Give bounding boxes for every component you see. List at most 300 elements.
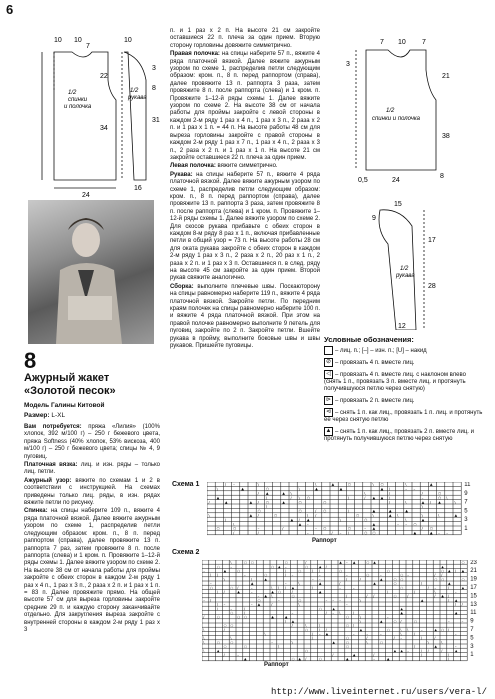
svg-text:▲: ▲ [271,615,274,620]
svg-text:○: ○ [305,564,309,569]
svg-text:\: \ [306,513,309,518]
svg-text:○: ○ [244,615,247,620]
svg-text:▲: ▲ [250,581,254,586]
r-dim-side-1: 21 [442,73,450,80]
svg-text:○: ○ [291,594,295,599]
svg-text:\: \ [448,652,450,657]
svg-text:○: ○ [216,615,220,620]
svg-text:–: – [413,487,416,492]
svg-text:○: ○ [230,640,234,645]
svg-text:▲: ▲ [400,606,404,611]
svg-text:▲: ▲ [271,589,274,594]
svg-text:○: ○ [230,610,234,615]
svg-text:–: – [318,631,321,636]
svg-text:\: \ [203,648,205,653]
svg-text:\: \ [427,640,429,645]
svg-text:21: 21 [470,568,477,575]
svg-text:\: \ [388,487,391,492]
svg-text:7: 7 [464,499,468,506]
svg-text:▲: ▲ [388,513,392,518]
svg-text:○: ○ [441,577,445,582]
svg-text:▲: ▲ [339,560,342,565]
dim-bottom: 24 [82,192,90,199]
svg-text:\: \ [347,509,350,514]
svg-text:\: \ [359,598,361,603]
svg-text:/: / [366,594,368,599]
svg-text:–: – [454,631,457,636]
r-dim-bottom-3: 8 [440,173,444,180]
r-dim-bottom-2: 24 [392,177,400,184]
svg-text:\: \ [216,573,218,578]
svg-text:○: ○ [393,594,397,599]
sleeve-label-2: рукава [128,95,147,101]
svg-text:▲: ▲ [405,509,408,514]
ssk-icon: ⊲ [325,409,332,416]
svg-text:/: / [352,623,354,628]
body-label-3: и полочка [64,104,92,110]
svg-text:○: ○ [429,526,433,531]
svg-text:/: / [448,598,450,603]
svg-text:▲: ▲ [434,627,438,632]
svg-text:/: / [282,526,284,531]
svg-text:–: – [438,531,440,536]
svg-text:15: 15 [470,593,477,600]
page-number: 6 [6,2,14,17]
svg-text:/: / [448,594,450,599]
svg-text:▲: ▲ [241,487,244,492]
svg-text:\: \ [305,623,307,628]
svg-text:–: – [446,531,449,536]
svg-text:/: / [318,568,320,573]
svg-text:▲: ▲ [388,509,392,514]
svg-text:\: \ [291,640,293,645]
r-dim-top-2: 10 [398,39,406,46]
body-outline [54,52,116,180]
svg-text:▲: ▲ [291,585,295,590]
r-sleeve-right-1: 17 [428,237,436,244]
svg-text:\: \ [312,585,314,590]
legend-item: ⊲ – снять 1 п. как лиц., провязать 1 п. лиц. и протянуть ее через снятую петлю [324,409,483,424]
svg-text:\: \ [312,636,314,641]
model-photo [28,200,154,344]
svg-text:○: ○ [339,568,343,573]
svg-text:▲: ▲ [284,615,288,620]
svg-text:/: / [448,585,450,590]
svg-text:/: / [346,577,348,582]
k4tog-left-icon: ◁ [324,370,333,379]
svg-text:▲: ▲ [434,644,438,649]
svg-text:\: \ [405,482,407,487]
svg-text:▲: ▲ [315,487,318,492]
svg-text:○: ○ [461,577,465,582]
svg-text:▲: ▲ [373,560,376,565]
svg-text:/: / [441,573,443,578]
svg-text:\: \ [339,517,341,522]
svg-text:▲: ▲ [448,581,451,586]
svg-text:▲: ▲ [352,560,356,565]
schema1-grid [207,482,487,538]
svg-text:/: / [407,594,409,599]
svg-text:/: / [298,517,300,522]
svg-text:/: / [244,606,246,611]
svg-text:\: \ [454,568,456,573]
svg-text:–: – [318,573,321,578]
svg-text:▲: ▲ [339,487,343,492]
svg-text:13: 13 [470,601,477,608]
svg-text:/: / [388,491,391,496]
svg-text:○: ○ [386,568,390,573]
svg-text:/: / [315,509,317,514]
svg-text:–: – [325,598,328,603]
svg-text:/: / [359,577,361,582]
svg-text:17: 17 [470,584,477,591]
svg-text:–: – [257,594,260,599]
svg-text:○: ○ [346,623,349,628]
svg-text:▲: ▲ [386,657,390,662]
svg-text:/: / [312,631,314,636]
legend-item: ⊘ – провязать 4 п. вместе лиц. [325,359,415,367]
svg-text:▲: ▲ [237,589,240,594]
svg-text:\: \ [290,491,292,496]
dim-right-1: 3 [152,65,156,72]
svg-text:/: / [318,627,320,632]
r-sleeve-right-2: 28 [428,283,436,290]
svg-text:▲: ▲ [216,495,220,500]
svg-text:19: 19 [470,576,477,583]
schema1-label: Схема 1 [172,481,200,488]
svg-text:\: \ [434,589,436,594]
svg-text:\: \ [216,589,218,594]
svg-text:–: – [380,573,382,578]
svg-text:○: ○ [305,648,309,653]
svg-text:▲: ▲ [216,648,220,653]
svg-text:○: ○ [323,526,327,531]
svg-text:○: ○ [364,517,368,522]
svg-text:▲: ▲ [420,598,424,603]
r-sleeve-label-1: 1/2 [400,266,409,272]
svg-text:\: \ [315,482,317,487]
svg-text:\: \ [298,495,300,500]
svg-text:▲: ▲ [318,581,322,586]
svg-text:▲: ▲ [264,577,268,582]
svg-text:○: ○ [257,509,261,514]
svg-text:\: \ [298,581,300,586]
svg-text:\: \ [223,577,225,582]
svg-text:/: / [434,594,436,599]
svg-text:11: 11 [464,482,471,488]
svg-text:○: ○ [298,598,302,603]
svg-text:\: \ [441,640,443,645]
svg-text:–: – [223,602,226,607]
svg-text:/: / [427,648,429,653]
svg-text:○: ○ [257,598,261,603]
svg-text:/: / [203,615,205,620]
svg-text:▲: ▲ [306,517,310,522]
svg-text:/: / [373,652,375,657]
svg-text:1: 1 [464,525,468,532]
svg-text:▲: ▲ [380,487,384,492]
svg-text:/: / [414,589,416,594]
svg-text:▲: ▲ [278,564,281,569]
svg-text:/: / [461,602,463,607]
svg-text:○: ○ [265,500,269,505]
svg-text:○: ○ [364,531,368,536]
svg-text:/: / [441,648,443,653]
svg-text:▲: ▲ [441,564,444,569]
svg-text:/: / [352,610,354,615]
svg-text:–: – [233,482,235,487]
svg-text:\: \ [407,627,409,632]
k2tog-icon: ⊳ [325,397,332,404]
k4tog-icon: ⊘ [325,359,332,366]
svg-text:–: – [230,606,233,611]
dim-side-2: 34 [100,125,108,132]
svg-text:○: ○ [323,509,327,514]
svg-text:\: \ [298,487,300,492]
svg-text:▲: ▲ [421,517,425,522]
dim-right-2: 8 [152,85,156,92]
svg-text:–: – [250,589,253,594]
svg-text:–: – [291,610,294,615]
svg-text:○: ○ [393,581,397,586]
svg-text:▲: ▲ [461,568,465,573]
svg-text:–: – [257,526,260,531]
svg-text:▲: ▲ [461,585,465,590]
schema2-label: Схема 2 [172,549,200,556]
svg-text:▲: ▲ [372,526,376,531]
svg-text:▲: ▲ [298,522,302,527]
dim-top-1: 10 [54,37,62,44]
svg-text:▲: ▲ [372,495,376,500]
svg-text:–: – [278,598,280,603]
dim-top-2: 10 [74,37,82,44]
svg-text:–: – [332,598,335,603]
svg-text:▲: ▲ [223,568,227,573]
svg-text:/: / [223,627,225,632]
svg-text:/: / [305,657,307,662]
svg-text:/: / [291,589,293,594]
r-sleeve-top-2: 9 [372,215,376,222]
svg-text:\: \ [405,517,407,522]
svg-text:\: \ [210,573,212,578]
svg-text:\: \ [366,640,368,645]
svg-text:–: – [420,627,423,632]
svg-text:\: \ [421,504,423,509]
svg-text:○: ○ [264,573,268,578]
svg-text:/: / [257,500,259,505]
dim-top-4: 10 [124,37,132,44]
svg-text:–: – [339,585,341,590]
svg-text:/: / [233,531,235,536]
svg-text:▲: ▲ [454,513,458,518]
svg-text:–: – [339,598,341,603]
svg-text:\: \ [386,589,388,594]
svg-text:/: / [325,564,327,569]
svg-text:/: / [305,560,307,565]
svg-text:▲: ▲ [429,482,433,487]
svg-text:▲: ▲ [257,602,261,607]
svg-text:–: – [284,581,287,586]
svg-text:–: – [291,573,294,578]
svg-text:▲: ▲ [380,619,383,624]
svg-text:\: \ [298,602,300,607]
svg-text:\: \ [347,495,350,500]
model-author: Модель Галины Китовой [24,402,105,409]
svg-text:\: \ [312,568,314,573]
svg-text:/: / [429,500,432,505]
svg-text:○: ○ [356,513,360,518]
svg-text:○: ○ [298,509,302,514]
text-column-1: Вам потребуется: пряжа «Лилия» (100% хлопок, 392 м/100 г) – 250 г бежевого цвета, пряжа Softness (40% хлопок, 53% вискоза, 400 м/100 г) – 250 г бежевого цвета; спицы № 4, 9 пуговиц. Платочная вязка: лиц. и изн. ряды – только лиц. петли. Ажурный узор: вяжите по схемам 1 и 2 в соответствии с инструкцией. На схемах приведены только лиц. ряды, в изн. рядах вяжите петли по рисунку. Спинка: на спицы наберите 109 п., вяжите 4 ряда платочной вязкой. Далее вяжите ажурным узором по схеме 1, распределив петли следующим образом: кром. п., 8 п. перед раппортом (справа), далее провяжите 13 п. раппорта 7 раз, затем провяжите 8 п. после раппорта (слева) и 1 кром. п. Провяжите 1–12-й ряды схемы 1. Далее вяжите узором по схеме 2. На высоте 38 см от начала работы для проймы закройте с обеих сторон в каждом 2-м ряду 1 раз х 4 п., 1 раз х 3 п., 2 раза х 2 п. и 1 раз х 1 п. = 83 п. Далее провяжите прямо. На общей высоте 57 см для выреза горловины закройте средние 29 п. и каждую сторону заканчивайте отдельно. Для закругления выреза закройте с внутренней стороны в каждом 2-м ряду 1 раз х 3 [24,424,160,633]
svg-text:▲: ▲ [400,648,404,653]
r-sleeve-top-1: 15 [394,201,402,208]
svg-text:○: ○ [318,657,322,662]
r-dim-top-3: 7 [422,39,426,46]
article-number: 8 [24,348,37,373]
svg-text:○: ○ [366,573,370,578]
svg-text:/: / [332,652,334,657]
svg-text:○: ○ [278,589,281,594]
svg-text:\: \ [233,522,235,527]
svg-text:\: \ [400,631,402,636]
svg-text:\: \ [271,585,273,590]
svg-text:○: ○ [216,640,220,645]
svg-text:○: ○ [366,560,370,565]
knit-symbol-icon [324,346,333,355]
svg-text:▲: ▲ [400,610,404,615]
svg-text:▲: ▲ [372,509,376,514]
svg-text:/: / [210,598,212,603]
svg-text:\: \ [446,495,448,500]
svg-text:▲: ▲ [264,594,268,599]
svg-text:–: – [352,631,355,636]
svg-text:–: – [405,522,408,527]
svg-text:▲: ▲ [282,500,285,505]
svg-text:\: \ [339,610,341,615]
svg-text:–: – [400,636,403,641]
svg-text:\: \ [372,513,374,518]
svg-text:–: – [380,631,382,636]
svg-text:\: \ [271,594,273,599]
svg-text:○: ○ [216,526,220,531]
svg-text:\: \ [359,615,361,620]
svg-text:\: \ [278,585,280,590]
svg-text:○: ○ [265,487,269,492]
svg-text:/: / [284,573,286,578]
svg-text:\: \ [284,568,286,573]
svg-text:○: ○ [230,623,234,628]
sk2p-icon: ▲ [325,428,332,435]
svg-text:▲: ▲ [380,495,384,500]
svg-text:○: ○ [414,619,417,624]
svg-text:/: / [421,491,423,496]
svg-text:\: \ [397,513,399,518]
svg-text:○: ○ [306,495,310,500]
svg-text:○: ○ [223,644,227,649]
svg-text:○: ○ [244,644,247,649]
svg-text:○: ○ [434,577,438,582]
svg-text:▲: ▲ [359,627,363,632]
svg-text:/: / [393,636,395,641]
svg-text:1: 1 [470,652,474,659]
svg-text:○: ○ [223,623,227,628]
svg-text:\: \ [364,491,366,496]
svg-text:/: / [414,631,416,636]
svg-text:–: – [332,610,335,615]
svg-text:–: – [346,602,348,607]
svg-text:\: \ [284,619,286,624]
schema1-rapport: Раппорт [312,538,337,544]
svg-text:–: – [434,585,437,590]
svg-text:\: \ [216,487,218,492]
svg-text:–: – [407,648,409,653]
svg-text:▲: ▲ [380,577,383,582]
body-label-2: спинки [68,97,88,103]
svg-text:\: \ [257,482,259,487]
svg-text:–: – [397,522,399,527]
sleeve-outline [124,52,146,180]
svg-text:–: – [306,531,309,536]
svg-text:/: / [244,610,246,615]
svg-text:/: / [434,573,436,578]
svg-text:–: – [352,585,355,590]
svg-text:▲: ▲ [441,594,444,599]
svg-text:○: ○ [347,482,351,487]
svg-text:\: \ [230,636,232,641]
svg-text:▲: ▲ [332,640,336,645]
svg-text:/: / [454,602,456,607]
svg-text:/: / [315,513,317,518]
svg-text:○: ○ [298,568,302,573]
r-dim-side-2: 38 [442,133,450,140]
svg-text:○: ○ [216,564,220,569]
svg-text:/: / [366,636,368,641]
svg-text:\: \ [388,495,391,500]
svg-text:\: \ [347,531,350,536]
svg-text:9: 9 [470,618,474,625]
svg-text:○: ○ [323,500,327,505]
svg-text:/: / [420,652,422,657]
source-url: http://www.liveinternet.ru/users/vera-l/ [270,687,487,697]
svg-text:▲: ▲ [454,610,458,615]
svg-text:7: 7 [470,626,474,633]
svg-text:5: 5 [470,635,474,642]
svg-text:\: \ [216,606,218,611]
svg-text:/: / [420,648,422,653]
svg-text:/: / [388,500,391,505]
svg-text:\: \ [405,500,407,505]
svg-text:\: \ [203,636,205,641]
svg-text:\: \ [203,640,205,645]
svg-text:23: 23 [470,560,477,566]
body-label-1: 1/2 [68,90,77,96]
svg-text:○: ○ [244,560,247,565]
svg-text:○: ○ [230,585,234,590]
svg-text:▲: ▲ [265,491,269,496]
svg-text:○: ○ [400,585,404,590]
text-column-2: п. и 1 раз х 2 п. На высоте 21 см закройте оставшиеся 22 п. плеча за один прием. Вторую сторону горловины довяжите симметрично. Правая полочка: на спицы наберите 57 п., вяжите 4 ряда платочной вязкой. Далее вяжите ажурным узором по схеме 1, распределив петли следующим образом: кром. п., 8 п. перед раппортом (справа), далее провяжите 13 п. раппорта 3 раза, затем провяжите 8 п. после раппорта (слева) и 1 кром. п. Провяжите 1–12-й ряды схемы 1. Далее вяжите узором по схеме 2. На высоте 38 см от начала работы для проймы закройте с левой стороны в каждом 2-м ряду 1 раз х 4 п., 1 раз х 3 п., 2 раза х 2 п. и 1 раз х 1 п. = 44 п. На высоте работы 48 см для выреза горловины закройте с правой стороны в каждом 2-м ряду 1 раз х 7 п., 1 раз х 4 п., 2 раза х 3 п., 2 раза х 2 п. и 1 раз х 1 п. На высоте 21 см закройте оставшиеся 22 п. плеча за один прием. Левая полочка: вяжите симметрично. Рукава: на спицы наберите 57 п., вяжите 4 ряда платочной вязкой. Далее вяжите ажурным узором по схеме 1, распределив петли следующим образом: кром. п., 8 п. перед раппортом (справа), далее провяжите 13 п. раппорта 3 раза, затем провяжите 8 п. после раппорта (слева) и 1 кром. п. Провяжите 1–12-й ряды схемы 1. Далее вяжите узором по схеме 2. Для скосов рукава прибавьте с обеих сторон в каждом 8-м ряду 8 раз х 1 п., включая прибавленные петли в общий узор = 73 п. На высоте работы 28 см для оката рукава закройте с обеих сторон в каждом 2-м ряду 1 раз х 3 п., 2 раза х 2 п., 20 раз х 1 п., 2 раза х 2 п. и 1 раз х 3 п. Оставшиеся п. в след. ряду на высоте 45 см закройте за один прием. Второй рукав свяжите аналогично. Сборка: выполните плечевые швы. Поскаюторону на спицы равномерно наберите 119 п., вяжите 4 ряда платочной вязкой. Закройте петли. По передним краям полочек на спицы равномерно наберите 100 п. и вяжите 4 ряда платочной вязкой. При этом на правой полочке равномерно выполните 9 петель для пуговиц закройте по 2 п. Закройте петли. Вшейте рукава в пройму, выполните боковые швы и швы рукавов. Пришейте пуговицы. [170,28,320,350]
legend-item: ◁ – провязать 4 п. вместе лиц. с наклоном влево (снять 1 п., провязать 3 п. вместе лиц. и протянуть получившуюся петлю через снятую) [324,371,466,393]
svg-text:\: \ [216,602,218,607]
svg-text:/: / [208,500,210,505]
svg-text:5: 5 [464,508,468,515]
svg-text:\: \ [203,627,205,632]
svg-text:–: – [405,487,408,492]
svg-text:○: ○ [441,568,445,573]
legend-item: ⊳ – провязать 2 п. вместе лиц. [325,397,415,405]
svg-text:\: \ [454,500,456,505]
svg-text:○: ○ [291,657,295,662]
